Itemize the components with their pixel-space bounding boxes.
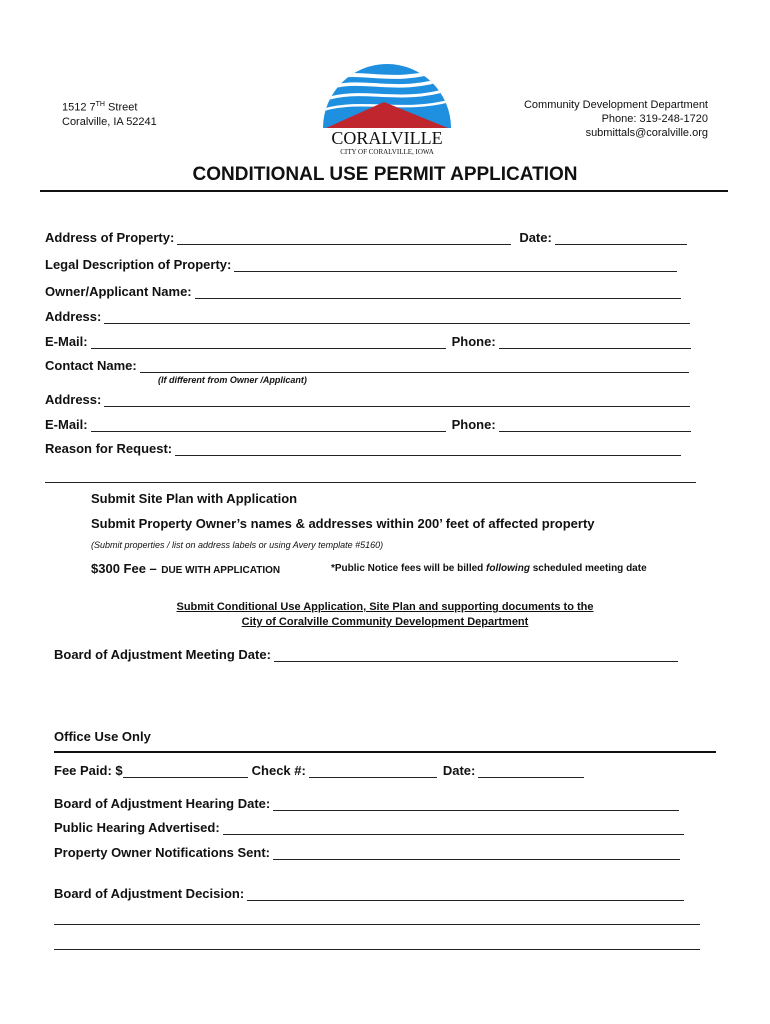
email-2-field[interactable]	[91, 419, 446, 432]
notifications-sent-field[interactable]	[273, 847, 680, 860]
reason-row: Reason for Request:	[45, 441, 681, 456]
address-of-property-field[interactable]	[177, 232, 511, 245]
decision-continuation-line-1[interactable]	[54, 924, 700, 925]
decision-continuation-line-2[interactable]	[54, 949, 700, 950]
email-phone-row: E-Mail: Phone:	[45, 334, 691, 349]
board-meeting-date-row: Board of Adjustment Meeting Date:	[54, 647, 678, 662]
address-of-property-row: Address of Property: Date:	[45, 230, 687, 245]
owner-name-field[interactable]	[195, 286, 681, 299]
legal-description-row: Legal Description of Property:	[45, 257, 677, 272]
office-use-heading: Office Use Only	[54, 729, 151, 744]
address-2-row: Address:	[45, 392, 690, 407]
department-name: Community Development Department	[523, 99, 708, 111]
hearing-advertised-row: Public Hearing Advertised:	[54, 820, 684, 835]
owners-requirement: Submit Property Owner’s names & addresses within 200’ feet of affected property	[91, 516, 595, 531]
hearing-date-row: Board of Adjustment Hearing Date:	[54, 796, 679, 811]
contact-name-row: Contact Name:	[45, 358, 689, 373]
svg-text:CITY OF CORALVILLE, IOWA: CITY OF CORALVILLE, IOWA	[340, 148, 434, 156]
reason-field[interactable]	[175, 443, 681, 456]
department-phone: Phone: 319-248-1720	[601, 113, 708, 125]
legal-description-field[interactable]	[234, 259, 677, 272]
submit-instructions: Submit Conditional Use Application, Site Plan and supporting documents to the City of Coralville Community Development Department	[176, 601, 594, 628]
contact-name-field[interactable]	[140, 360, 689, 373]
hearing-advertised-field[interactable]	[223, 822, 684, 835]
address-field[interactable]	[104, 311, 690, 324]
city-address	[62, 98, 157, 129]
address-line-1: 1512 7TH Street	[62, 101, 138, 114]
owners-requirement-note: (Submit properties / list on address labels or using Avery template #5160)	[91, 540, 384, 550]
office-date-field[interactable]	[478, 765, 584, 778]
owner-name-row: Owner/Applicant Name:	[45, 284, 681, 299]
phone-2-field[interactable]	[499, 419, 691, 432]
office-use-rule	[54, 751, 716, 753]
site-plan-requirement: Submit Site Plan with Application	[91, 491, 298, 506]
coralville-logo-icon	[318, 58, 456, 158]
address-line-2: Coralville, IA 52241	[62, 115, 157, 128]
fee-check-date-row: Fee Paid: $ Check #: Date:	[54, 763, 584, 778]
fee-line: $300 Fee – DUE WITH APPLICATION	[91, 561, 281, 576]
department-contact	[524, 98, 708, 140]
hearing-date-field[interactable]	[273, 798, 679, 811]
email-field[interactable]	[91, 336, 446, 349]
board-meeting-date-field[interactable]	[274, 649, 678, 662]
reason-continuation-line[interactable]	[45, 482, 696, 483]
notifications-sent-row: Property Owner Notifications Sent:	[54, 845, 680, 860]
address-row: Address:	[45, 309, 690, 324]
contact-note: (If different from Owner /Applicant)	[158, 375, 307, 385]
public-notice-fee-note: *Public Notice fees will be billed following scheduled meeting date	[331, 563, 647, 574]
phone-field[interactable]	[499, 336, 691, 349]
email-phone-2-row: E-Mail: Phone:	[45, 417, 691, 432]
svg-text:CORALVILLE: CORALVILLE	[331, 128, 443, 148]
check-number-field[interactable]	[309, 765, 437, 778]
address-2-field[interactable]	[104, 394, 690, 407]
title-rule	[40, 190, 728, 192]
department-email: submittals@coralville.org	[585, 127, 708, 139]
board-decision-row: Board of Adjustment Decision:	[54, 886, 684, 901]
form-title: CONDITIONAL USE PERMIT APPLICATION	[192, 164, 578, 185]
date-field[interactable]	[555, 232, 687, 245]
board-decision-field[interactable]	[247, 888, 684, 901]
fee-paid-field[interactable]	[123, 765, 248, 778]
